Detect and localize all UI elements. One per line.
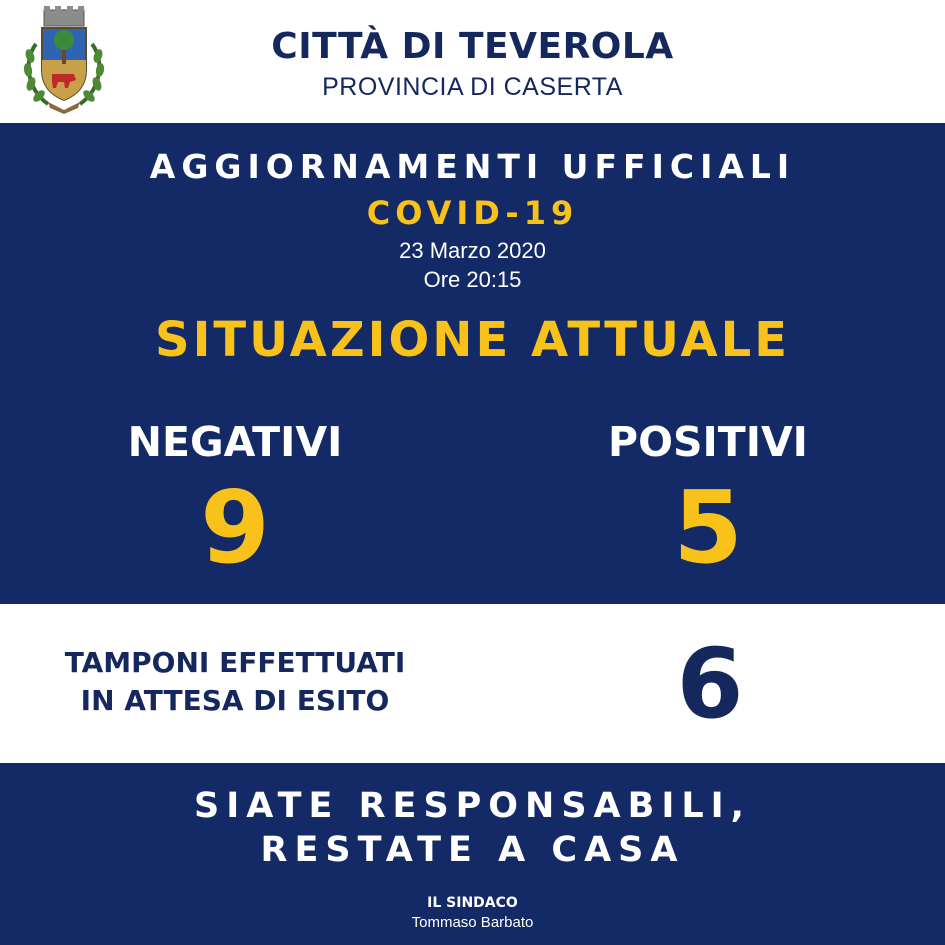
negative-label: NEGATIVI bbox=[127, 418, 343, 466]
footer-message-line2: RESTATE A CASA bbox=[260, 830, 685, 870]
negative-count: 9 bbox=[200, 469, 270, 586]
swab-label-line1: TAMPONI EFFETTUATI bbox=[64, 646, 406, 679]
swab-count: 6 bbox=[676, 628, 744, 740]
mayor-title: IL SINDACO bbox=[427, 895, 518, 911]
section-title: SITUAZIONE ATTUALE bbox=[155, 312, 790, 368]
bulletin-title: AGGIORNAMENTI UFFICIALI bbox=[149, 147, 796, 186]
footer-message-line1: SIATE RESPONSABILI, bbox=[194, 786, 751, 826]
header-banner bbox=[0, 0, 945, 123]
mayor-name: Tommaso Barbato bbox=[411, 914, 534, 931]
bulletin-time: Ore 20:15 bbox=[423, 267, 522, 292]
city-title: CITTÀ DI TEVEROLA bbox=[271, 26, 674, 67]
swab-label-line2: IN ATTESA DI ESITO bbox=[80, 684, 390, 717]
bulletin-subject: COVID-19 bbox=[366, 194, 579, 232]
bulletin-date: 23 Marzo 2020 bbox=[399, 238, 546, 263]
positive-count: 5 bbox=[673, 469, 743, 586]
positive-label: POSITIVI bbox=[608, 418, 808, 466]
province-subtitle: PROVINCIA DI CASERTA bbox=[322, 73, 623, 101]
